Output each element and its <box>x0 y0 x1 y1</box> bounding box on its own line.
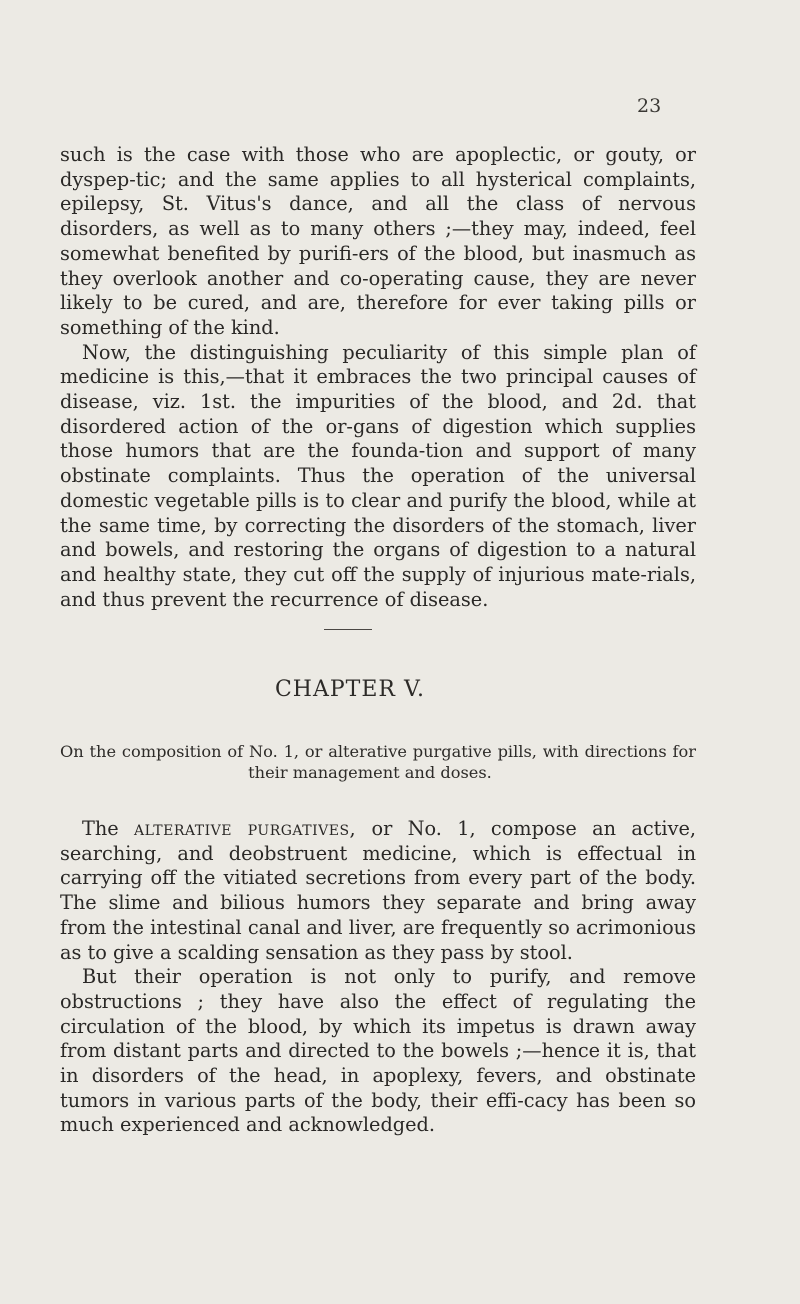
paragraph-alterative-purgatives <box>60 817 696 965</box>
continuation-paragraph: such is the case with those who are apoplectic, or gouty, or dyspep-tic; and the same applies to all hysterical complaints, epilepsy, St. Vitus's dance, and all the class of nervous disorders, as well as to many others ;—they may, indeed, feel somewhat benefited by purifi-ers of the blood, but inasmuch as they overlook another and co-operating cause, they are never likely to be cured, and are, therefore for ever taking pills or something of the kind. <box>60 143 696 339</box>
paragraph-lead-word: The <box>82 817 119 840</box>
paragraph-distinguishing-peculiarity: Now, the distinguishing peculiarity of this simple plan of medicine is this,—that it embraces the two principal causes of disease, viz. 1st. the impurities of the blood, and 2d. that disordered action of the or-gans of digestion which supplies those humors that are the founda-tion and support of many obstinate complaints. Thus the operation of the universal domestic vegetable pills is to clear and purify the blood, while at the same time, by correcting the disorders of the stomach, liver and bowels, and restoring the organs of digestion to a natural and healthy state, they cut off the supply of injurious mate-rials, and thus prevent the recurrence of disease. <box>60 340 696 611</box>
page-number: 23 <box>637 95 662 117</box>
text-block-top <box>60 143 696 612</box>
paragraph-body: or No. 1, compose an active, searching, and deobstruent medicine, which is effectual in carrying off the vitiated secretions from every part of the body. The slime and bilious humors they separate and bring away from the intestinal canal and liver, are frequently so acrimonious as to give a scalding sensation as they pass by stool. <box>60 817 696 964</box>
paragraph-operation: But their operation is not only to purify, and remove obstructions ; they have also the effect of regulating the circulation of the blood, by which its impetus is drawn away from distant parts and directed to the bowels ;—hence it is, that in disorders of the head, in apoplexy, fevers, and obstinate tumors in various parts of the body, their effi-cacy has been so much experienced and acknowledged. <box>60 965 696 1137</box>
text-block-bottom <box>60 817 696 1138</box>
chapter-title: CHAPTER V. <box>274 677 426 702</box>
section-divider-rule <box>324 629 372 630</box>
paragraph-small-caps-term: alterative purgatives, <box>134 817 357 840</box>
chapter-subtitle <box>60 741 696 783</box>
chapter-subtitle-line-2: their management and doses. <box>248 763 492 782</box>
chapter-subtitle-line-1: On the composition of No. 1, or alterative purgative pills, with directions for <box>60 742 696 761</box>
